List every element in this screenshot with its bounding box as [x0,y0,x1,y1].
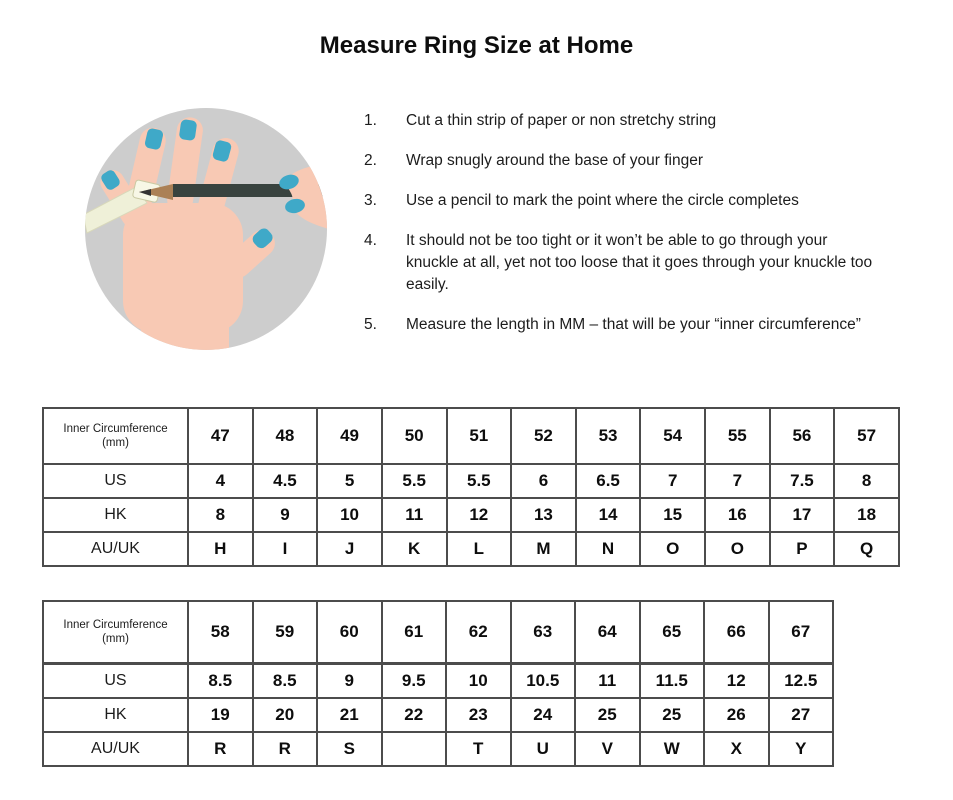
ring-size-table-2 [42,600,834,767]
circumference-value: 51 [447,408,512,464]
instruction-text: It should not be too tight or it won’t be able to go through your knuckle at all, yet not too loose that it goes through your knuckle too easily. [406,232,873,293]
table-row [43,698,833,732]
size-cell: 4 [188,464,253,498]
instruction-number: 4. [364,232,377,249]
size-cell: 5.5 [382,464,447,498]
table-header-row [43,601,833,664]
size-cell: 6.5 [576,464,641,498]
hand-illustration-svg [83,105,329,351]
row-label: HK [43,498,188,532]
size-cell: 5.5 [447,464,512,498]
size-cell: J [317,532,382,566]
circumference-value: 55 [705,408,770,464]
instruction-text: Measure the length in MM – that will be your “inner circumference” [406,316,861,333]
instruction-text: Wrap snugly around the base of your finger [406,152,703,169]
size-cell: 21 [317,698,382,732]
row-label: AU/UK [43,732,188,766]
table-header-row [43,408,899,464]
size-cell: 6 [511,464,576,498]
circumference-value: 47 [188,408,253,464]
size-cell: 15 [640,498,705,532]
circumference-value: 59 [253,601,318,664]
size-cell: 12.5 [769,664,834,699]
size-cell: 10.5 [511,664,576,699]
circumference-value: 61 [382,601,447,664]
size-cell: 23 [446,698,511,732]
size-cell: 7.5 [770,464,835,498]
size-cell: M [511,532,576,566]
size-cell: 8 [188,498,253,532]
ring-size-table-1 [42,407,900,567]
size-cell: 25 [575,698,640,732]
size-cell: R [253,732,318,766]
row-label: AU/UK [43,532,188,566]
table-row [43,532,899,566]
size-cell: 9.5 [382,664,447,699]
row-label: HK [43,698,188,732]
instruction-number: 5. [364,316,377,333]
instruction-number: 2. [364,152,377,169]
size-cell: V [575,732,640,766]
circumference-value: 52 [511,408,576,464]
size-cell: 22 [382,698,447,732]
size-cell: 20 [253,698,318,732]
table-row [43,498,899,532]
instruction-number: 3. [364,192,377,209]
size-cell: X [704,732,769,766]
circumference-value: 65 [640,601,705,664]
page-title: Measure Ring Size at Home [319,32,634,59]
size-cell: H [188,532,253,566]
size-cell: W [640,732,705,766]
row-label: US [43,464,188,498]
instructions-list [364,110,904,354]
size-cell: 9 [253,498,318,532]
instruction-item [364,230,904,296]
circumference-label: Inner Circumference (mm) [43,408,188,464]
size-cell: 12 [447,498,512,532]
size-cell: 4.5 [253,464,318,498]
size-cell: R [188,732,253,766]
instruction-text: Cut a thin strip of paper or non stretchy string [406,112,717,129]
size-cell: 24 [511,698,576,732]
size-cell: N [576,532,641,566]
circumference-value: 64 [575,601,640,664]
ring-measure-illustration [83,105,329,351]
circumference-value: 67 [769,601,834,664]
circumference-value: 50 [382,408,447,464]
size-cell: 13 [511,498,576,532]
instruction-text: Use a pencil to mark the point where the circle completes [406,192,799,209]
circumference-label: Inner Circumference (mm) [43,601,188,664]
size-cell: 10 [317,498,382,532]
size-cell: I [253,532,318,566]
circumference-value: 54 [640,408,705,464]
size-cell: Y [769,732,834,766]
instruction-item [364,314,904,336]
circumference-value: 57 [834,408,899,464]
circumference-value: 56 [770,408,835,464]
circumference-value: 58 [188,601,253,664]
circumference-value: 62 [446,601,511,664]
circumference-value: 48 [253,408,318,464]
size-cell: 5 [317,464,382,498]
size-cell: 7 [705,464,770,498]
size-cell: 11 [382,498,447,532]
size-cell: 17 [770,498,835,532]
circumference-value: 49 [317,408,382,464]
size-cell: O [640,532,705,566]
size-cell: 7 [640,464,705,498]
instruction-item [364,110,904,132]
size-cell: L [447,532,512,566]
size-cell: 8 [834,464,899,498]
instruction-item [364,150,904,172]
table-row [43,732,833,766]
size-cell: 16 [705,498,770,532]
size-cell: 12 [704,664,769,699]
size-cell: S [317,732,382,766]
size-cell: 14 [576,498,641,532]
size-cell: 19 [188,698,253,732]
instruction-number: 1. [364,112,377,129]
size-cell: T [446,732,511,766]
size-cell [382,732,447,766]
table-row [43,464,899,498]
table-row [43,664,833,699]
size-cell: O [705,532,770,566]
size-cell: U [511,732,576,766]
size-cell: 26 [704,698,769,732]
size-cell: 10 [446,664,511,699]
size-cell: K [382,532,447,566]
row-label: US [43,664,188,699]
size-cell: 9 [317,664,382,699]
size-cell: 11 [575,664,640,699]
circumference-value: 63 [511,601,576,664]
size-cell: 25 [640,698,705,732]
circumference-value: 60 [317,601,382,664]
size-cell: 18 [834,498,899,532]
size-cell: 27 [769,698,834,732]
size-cell: P [770,532,835,566]
size-cell: Q [834,532,899,566]
circumference-value: 53 [576,408,641,464]
size-cell: 8.5 [253,664,318,699]
size-cell: 11.5 [640,664,705,699]
circumference-value: 66 [704,601,769,664]
size-cell: 8.5 [188,664,253,699]
instruction-item [364,190,904,212]
